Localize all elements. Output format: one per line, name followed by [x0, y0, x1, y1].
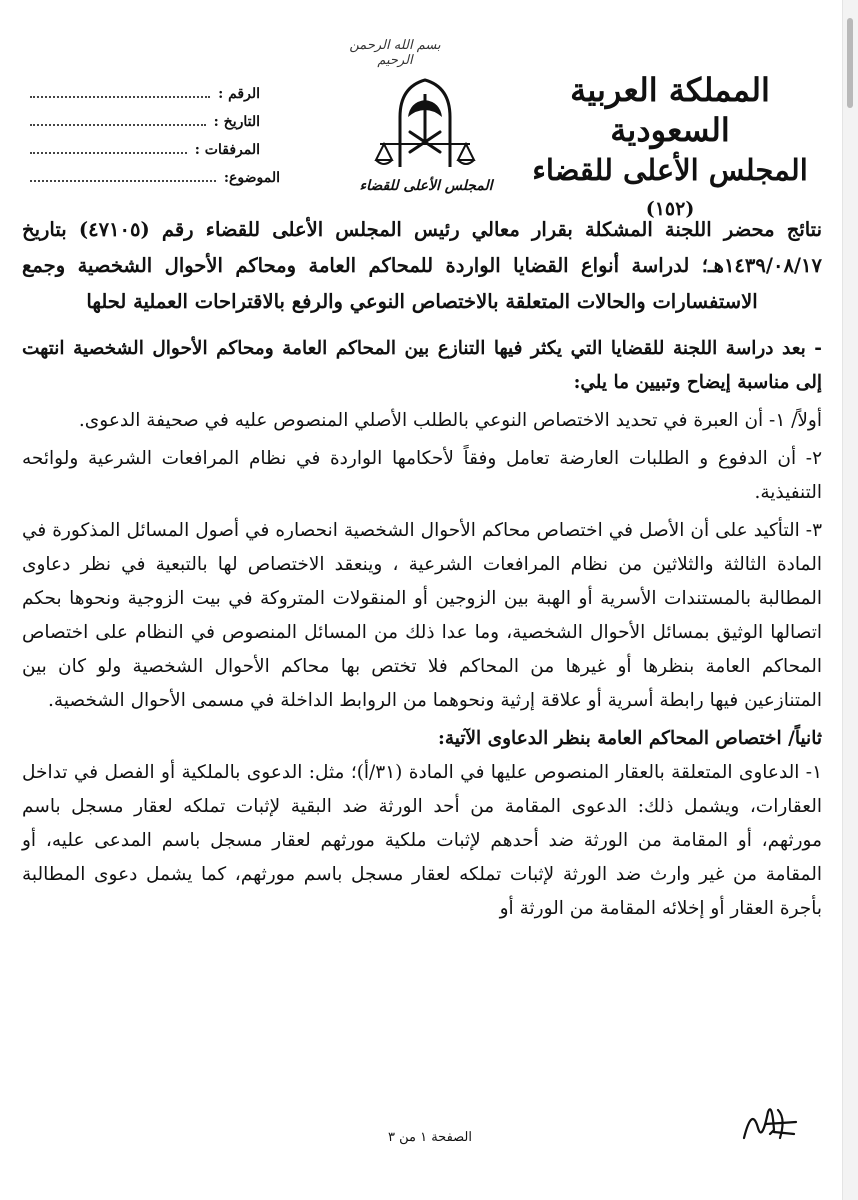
scrollbar-thumb[interactable]: [847, 18, 853, 108]
kingdom-name: المملكة العربية السعودية: [570, 71, 770, 149]
council-name: المجلس الأعلى للقضاء: [532, 153, 808, 187]
paragraph-first-3: ٣- التأكيد على أن الأصل في اختصاص محاكم الأحوال الشخصية انحصاره في أصول المسائل المذكورة في المادة الثالثة والثلاثين من نظام المرافعات الشرعية ، وينعقد الاختصاص لها بالتبعية في نظر دعاوى المطالبة بالمستندات الأسرية أو الهبة بين الزوجين أو المنقولات المتروكة في بيت الزوجية ونحوها بحكم اتصالها الوثيق بمسائل الأحوال الشخصية، وما عدا ذلك من المسائل المنصوص في النظام على اختصاص المحاكم العامة بنظرها أو غيرها من المحاكم فلا تختص بها محاكم الأحوال الشخصية ولو كان بين المتنازعين فيها رابطة أسرية أو علاقة إرثية ونحوهما من الروابط الداخلة في مسمى الأحوال الشخصية.: [22, 520, 822, 711]
emblem-caption: المجلس الأعلى للقضاء: [359, 178, 493, 194]
attachments-field: [30, 140, 260, 168]
scrollbar[interactable]: [842, 0, 858, 1200]
document-title: نتائج محضر اللجنة المشكلة بقرار معالي رئيس المجلس الأعلى للقضاء رقم (٤٧١٠٥) بتاريخ ١٤٣٩/٠٨/١٧هـ؛ لدراسة أنواع القضايا الواردة للمحاكم العامة ومحاكم الأحوال الشخصية وجمع الاستفسارات والحالات المتعلقة بالاختصاص النوعي والرفع بالاقتراحات العملية لحلها: [22, 218, 822, 313]
paragraph-second-1: ١- الدعاوى المتعلقة بالعقار المنصوص عليها في المادة (٣١/أ)؛ مثل: الدعوى بالملكية أو الفصل في تداخل العقارات، ويشمل ذلك: الدعوى المقامة من أحد الورثة ضد البقية لإثبات تملكه لعقار مسجل باسم مورثهم، أو المقامة من الورثة ضد أحدهم لإثبات ملكية مورثهم لعقار مسجل باسم المدعى عليه، أو المقامة من غير وارث ضد الورثة لإثبات تملكه لعقار مسجل باسم مورثهم، كما يشمل دعوى المطالبة بأجرة العقار أو إخلائه المقامة من الورثة أو: [22, 762, 822, 919]
number-field: [30, 84, 260, 112]
document-number: (١٥٢): [645, 198, 695, 220]
basmala: بسم الله الرحمن الرحيم: [349, 38, 441, 68]
letterhead-title: [520, 70, 820, 220]
attachments-value-line: [30, 140, 187, 154]
date-field: [30, 112, 260, 140]
signature-mark: [740, 1098, 800, 1148]
subject-label: الموضوع:: [223, 170, 280, 186]
paragraph-first-2: ٢- أن الدفوع و الطلبات العارضة تعامل وفقاً لأحكامها الواردة في نظام المرافعات الشرعية ولوائحه التنفيذية.: [22, 448, 822, 503]
subject-value-line: [30, 168, 216, 182]
document-meta-fields: [30, 84, 280, 196]
document-body: [22, 212, 822, 926]
number-value-line: [30, 84, 210, 98]
date-label: التاريخ :: [213, 114, 260, 130]
subject-field: [30, 168, 280, 196]
attachments-label: المرفقات :: [194, 142, 260, 158]
intro-paragraph: - بعد دراسة اللجنة للقضايا التي يكثر فيها التنازع بين المحاكم العامة ومحاكم الأحوال الشخصية انتهت إلى مناسبة إيضاح وتبيين ما يلي:: [22, 338, 822, 393]
number-label: الرقم :: [218, 86, 260, 102]
date-value-line: [30, 112, 206, 126]
page-number: الصفحة ١ من ٣: [387, 1130, 472, 1145]
council-emblem-icon: [370, 72, 480, 182]
paragraph-first-1: أولاً/ ١- أن العبرة في تحديد الاختصاص النوعي بالطلب الأصلي المنصوص عليه في صحيفة الدعوى.: [78, 410, 822, 431]
section-second-title: ثانياً/ اختصاص المحاكم العامة بنظر الدعاوى الآتية:: [438, 728, 822, 749]
